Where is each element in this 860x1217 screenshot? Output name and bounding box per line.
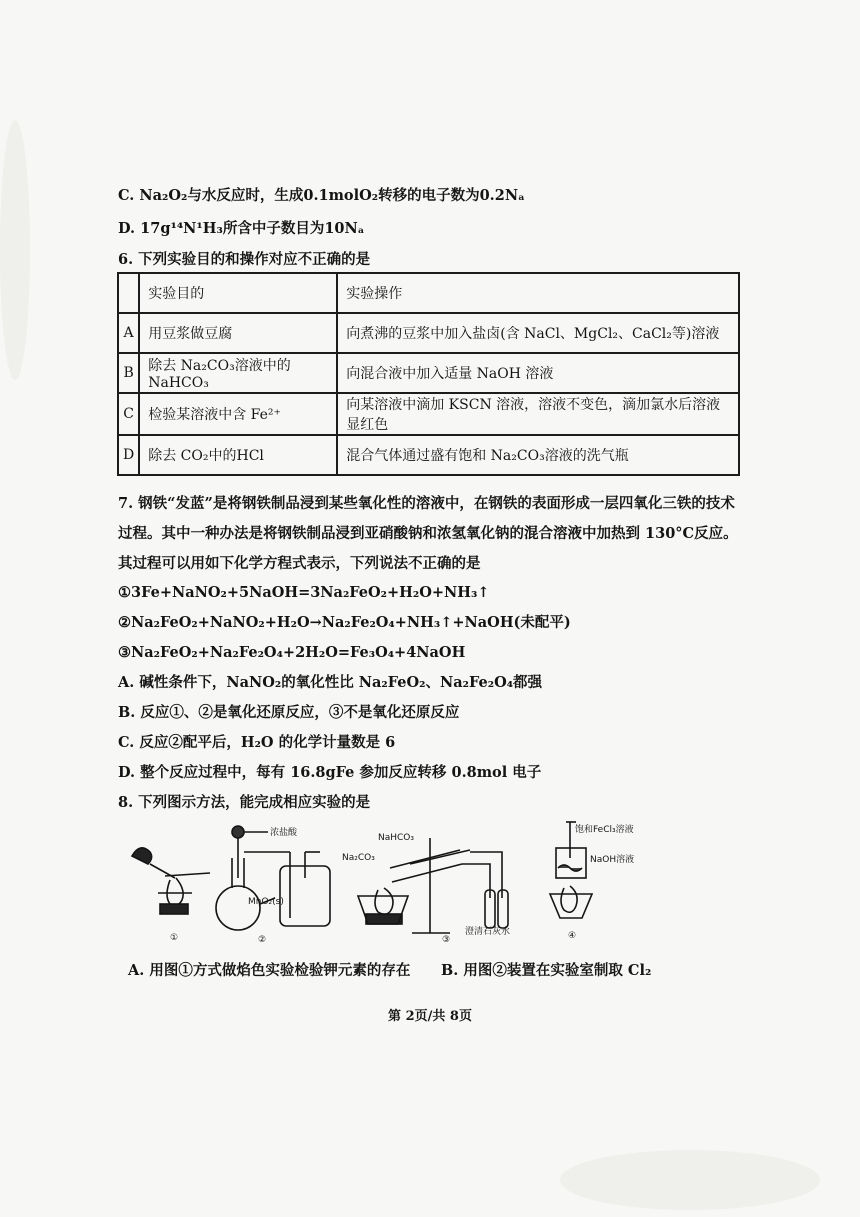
question-7-stem: 7. 钢铁“发蓝”是将钢铁制品浸到某些氧化性的溶液中，在钢铁的表面形成一层四氧化三铁的技术过程。其中一种办法是将钢铁制品浸到亚硝酸钠和浓氢氧化钠的混合溶液中加热到 130°C反应。其过程可以用如下化学方程式表示，下列说法不正确的是: [118, 495, 738, 572]
question-7-option-d: D. 整个反应过程中，每有 16.8gFe 参加反应转移 0.8mol 电子: [118, 764, 542, 781]
flame-test-apparatus: [132, 848, 210, 914]
question-7-equation-2: ②Na₂FeO₂+NaNO₂+H₂O→Na₂Fe₂O₄+NH₃↑+NaOH(未配平): [118, 614, 571, 631]
question-8-option-a: A. 用图①方式做焰色实验检验钾元素的存在: [128, 962, 411, 979]
figure-3-number: ③: [442, 935, 451, 945]
row-goal: 除去 Na₂CO₃溶液中的 NaHCO₃: [139, 353, 337, 393]
row-operation: 向某溶液中滴加 KSCN 溶液，溶液不变色，滴加氯水后溶液显红色: [337, 393, 739, 435]
chlorine-generator-apparatus: [216, 826, 330, 930]
table-row: [118, 435, 739, 475]
experiment-table: [117, 272, 740, 476]
row-goal: 检验某溶液中含 Fe²⁺: [139, 393, 337, 435]
question-7-equation-1: ①3Fe+NaNO₂+5NaOH=3Na₂FeO₂+H₂O+NH₃↑: [118, 584, 490, 601]
table-header-letter: [118, 273, 139, 313]
na2co3-label: Na₂CO₃: [342, 853, 375, 863]
row-operation: 向混合液中加入适量 NaOH 溶液: [337, 353, 739, 393]
row-letter: D: [118, 435, 139, 475]
question-5-option-c: C. Na₂O₂与水反应时，生成0.1molO₂转移的电子数为0.2Nₐ: [118, 187, 525, 204]
table-row: [118, 353, 739, 393]
colloid-preparation-apparatus: [550, 822, 592, 918]
mno2-label: MnO₂(s): [248, 897, 284, 907]
scan-smudge: [560, 1150, 820, 1210]
table-row: [118, 393, 739, 435]
table-row: [118, 313, 739, 353]
fecl3-label: 饱和FeCl₃溶液: [575, 825, 634, 835]
conc-hcl-label: 浓盐酸: [270, 828, 298, 838]
nahco3-label: NaHCO₃: [378, 833, 414, 843]
row-goal: 用豆浆做豆腐: [139, 313, 337, 353]
figure-1-number: ①: [170, 933, 179, 943]
row-letter: C: [118, 393, 139, 435]
question-7-option-a: A. 碱性条件下，NaNO₂的氧化性比 Na₂FeO₂、Na₂Fe₂O₄都强: [118, 674, 543, 691]
apparatus-figure: [120, 818, 740, 948]
limewater-label: 澄清石灰水: [465, 927, 511, 937]
question-7-equation-3: ③Na₂FeO₂+Na₂Fe₂O₄+2H₂O=Fe₃O₄+4NaOH: [118, 644, 466, 661]
figure-2-number: ②: [258, 935, 267, 945]
table-header-operation: 实验操作: [337, 273, 739, 313]
question-8-stem: 8. 下列图示方法，能完成相应实验的是: [118, 794, 371, 811]
carbonate-heating-apparatus: [358, 838, 508, 933]
figure-4-number: ④: [568, 931, 577, 941]
table-header-row: [118, 273, 739, 313]
scan-smudge: [0, 120, 30, 380]
table-header-goal: 实验目的: [139, 273, 337, 313]
naoh-label: NaOH溶液: [590, 855, 635, 865]
question-7-option-b: B. 反应①、②是氧化还原反应，③不是氧化还原反应: [118, 704, 460, 721]
question-8-option-b: B. 用图②装置在实验室制取 Cl₂: [441, 962, 652, 979]
row-letter: B: [118, 353, 139, 393]
row-letter: A: [118, 313, 139, 353]
row-goal: 除去 CO₂中的HCl: [139, 435, 337, 475]
question-5-option-d: D. 17g¹⁴N¹H₃所含中子数目为10Nₐ: [118, 220, 365, 237]
question-7-option-c: C. 反应②配平后，H₂O 的化学计量数是 6: [118, 734, 396, 751]
row-operation: 混合气体通过盛有饱和 Na₂CO₃溶液的洗气瓶: [337, 435, 739, 475]
question-6-stem: 6. 下列实验目的和操作对应不正确的是: [118, 251, 371, 268]
page-number: 第 2页/共 8页: [388, 1009, 472, 1024]
row-operation: 向煮沸的豆浆中加入盐卤(含 NaCl、MgCl₂、CaCl₂等)溶液: [337, 313, 739, 353]
